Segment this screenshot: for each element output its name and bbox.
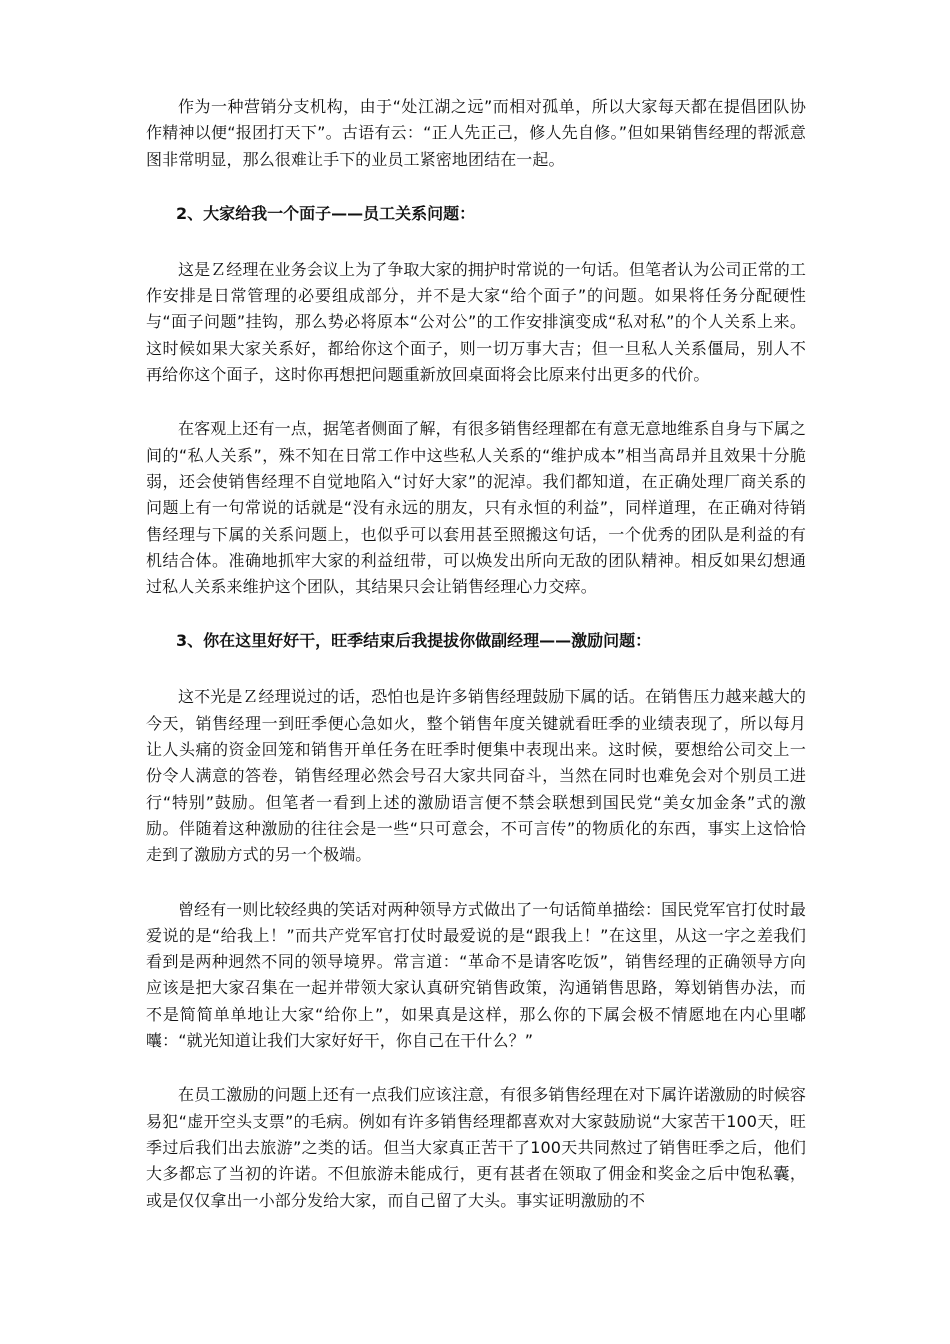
paragraph-empty-promises: 在员工激励的问题上还有一点我们应该注意，有很多销售经理在对下属许诺激励的时候容易犯“虚开空头支票”的毛病。例如有许多销售经理都喜欢对大家鼓励说“大家苦干100天，旺季过后我们出去旅游”之类的话。但当大家真正苦干了100天共同熬过了销售旺季之后，他们大多都忘了当初的许诺。不但旅游未能成行，更有甚者在领取了佣金和奖金之后中饱私囊，或是仅仅拿出一小部分发给大家，而自己留了大头。事实证明激励的不 bbox=[146, 1085, 806, 1210]
paragraph-team-spirit: 作为一种营销分支机构，由于“处江湖之远”而相对孤单，所以大家每天都在提倡团队协作精神以便“报团打天下”。古语有云：“正人先正己，修人先自修。”但如果销售经理的帮派意图非常明显，那么很难让手下的业员工紧密地团结在一起。 bbox=[146, 97, 806, 169]
document-page bbox=[146, 94, 806, 1214]
paragraph-peak-season-incentive: 这不光是Ｚ经理说过的话，恐怕也是许多销售经理鼓励下属的话。在销售压力越来越大的今天，销售经理一到旺季便心急如火，整个销售年度关键就看旺季的业绩表现了，所以每月让人头痛的资金回笼和销售开单任务在旺季时便集中表现出来。这时候，要想给公司交上一份令人满意的答卷，销售经理必然会号召大家共同奋斗，当然在同时也难免会对个别员工进行“特别”鼓励。但笔者一看到上述的激励语言便不禁会联想到国民党“美女加金条”式的激励。伴随着这种激励的往往会是一些“只可意会，不可言传”的物质化的东西，事实上这恰恰走到了激励方式的另一个极端。 bbox=[146, 687, 806, 865]
section-heading-incentive: 3、你在这里好好干，旺季结束后我提拔你做副经理——激励问题： bbox=[176, 631, 652, 651]
paragraph-leadership-joke: 曾经有一则比较经典的笑话对两种领导方式做出了一句话简单描绘：国民党军官打仗时最爱说的是“给我上！”而共产党军官打仗时最爱说的是“跟我上！”在这里，从这一字之差我们看到是两种迥然不同的领导境界。常言道：“革命不是请客吃饭”，销售经理的正确领导方向应该是把大家召集在一起并带领大家认真研究销售政策，沟通销售思路，筹划销售办法，而不是简简单单地让大家“给你上”，如果真是这样，那么你的下属会极不情愿地在内心里嘟囔：“就光知道让我们大家好好干，你自己在干什么？” bbox=[146, 899, 806, 1051]
paragraph-face-problem: 这是Ｚ经理在业务会议上为了争取大家的拥护时常说的一句话。但笔者认为公司正常的工作安排是日常管理的必要组成部分，并不是大家“给个面子”的问题。如果将任务分配硬性与“面子问题”挂钩，那么势必将原本“公对公”的工作安排演变成“私对私”的个人关系上来。这时候如果大家关系好，都给你这个面子，则一切万事大吉；但一旦私人关系僵局，别人不再给你这个面子，这时你再想把问题重新放回桌面将会比原来付出更多的代价。 bbox=[146, 259, 806, 385]
section-heading-employee-relations: 2、大家给我一个面子——员工关系问题： bbox=[176, 203, 476, 223]
spacer bbox=[146, 1054, 806, 1082]
spacer bbox=[146, 388, 806, 416]
paragraph-private-relations: 在客观上还有一点，据笔者侧面了解，有很多销售经理都在有意无意地维系自身与下属之间的“私人关系”，殊不知在日常工作中这些私人关系的“维护成本”相当高昂并且效果十分脆弱，还会使销售经理不自觉地陷入“讨好大家”的泥淖。我们都知道，在正确处理厂商关系的问题上有一句常说的话就是“没有永远的朋友，只有永恒的利益”，同样道理，在正确对待销售经理与下属的关系问题上，也似乎可以套用甚至照搬这句话，一个优秀的团队是利益的有机结合体。准确地抓牢大家的利益纽带，可以焕发出所向无敌的团队精神。相反如果幻想通过私人关系来维护这个团队，其结果只会让销售经理心力交瘁。 bbox=[146, 419, 806, 597]
spacer bbox=[146, 654, 806, 684]
spacer bbox=[146, 869, 806, 897]
spacer bbox=[146, 600, 806, 628]
spacer bbox=[146, 227, 806, 257]
spacer bbox=[146, 173, 806, 201]
